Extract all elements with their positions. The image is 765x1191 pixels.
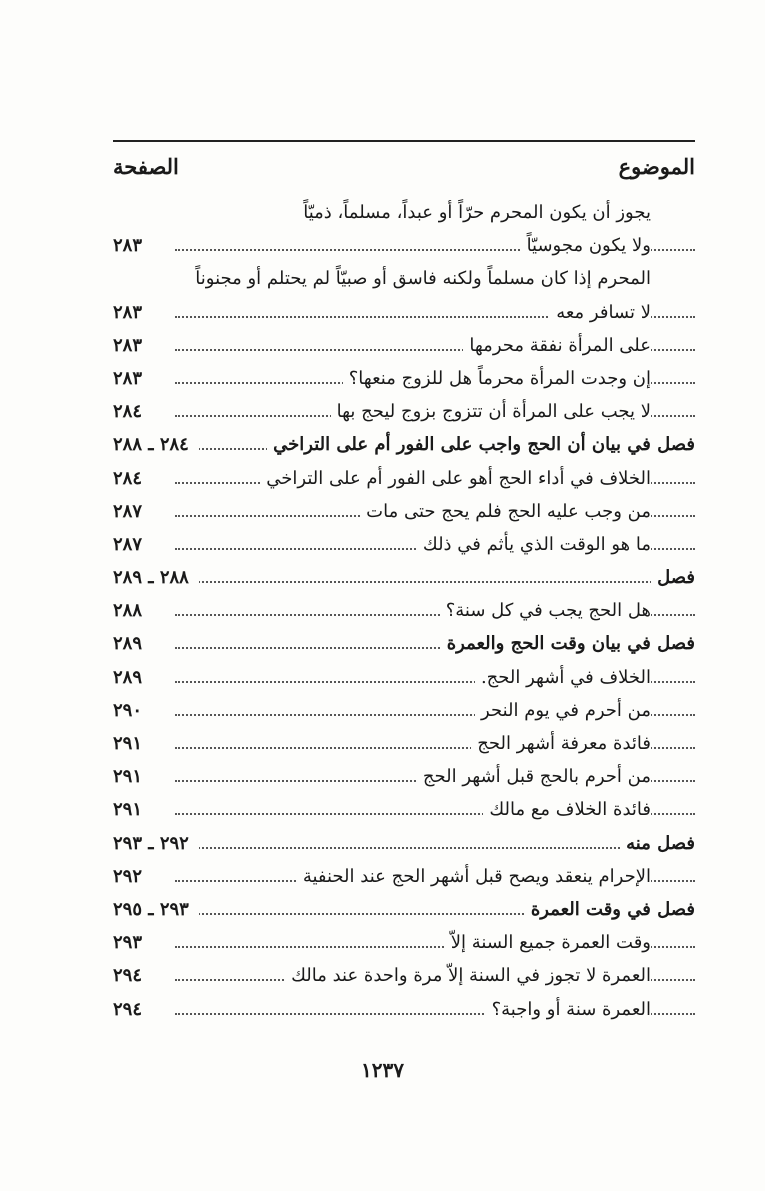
toc-entry-title: لا تسافر معه [550,302,651,323]
toc-entry-row [113,264,695,297]
toc-entry-page: ٢٨٨ ـ ٢٨٩ [113,567,199,588]
toc-entry-row [113,364,695,397]
toc-entry-title: فصل في بيان وقت الحج والعمرة [441,633,695,654]
toc-section-row [113,430,695,463]
toc-entry-page: ٢٨٤ [113,468,152,489]
toc-entry-title: على المرأة نفقة محرمها [463,335,651,356]
toc-entry-title: من وجب عليه الحج فلم يحج حتى مات [360,501,651,522]
toc-entry-title: فصل منه [620,833,695,854]
toc-section-row [113,829,695,862]
toc-entry-title: فائدة معرفة أشهر الحج [471,733,651,754]
page-column-label: الصفحة [113,154,179,179]
toc-entry-title: من أحرم بالحج قبل أشهر الحج [417,766,651,787]
toc-entry-page: ٢٩٢ [113,866,152,887]
toc-entry-page: ٢٨٤ ـ ٢٨٨ [113,434,199,455]
toc-entry-page: ٢٨٨ [113,600,152,621]
toc-entry-page: ٢٩٤ [113,999,152,1020]
toc-entry-title: وقت العمرة جميع السنة إلاّ [445,932,651,953]
toc-entry-row [113,928,695,961]
toc-entry-page: ٢٩٣ [113,932,152,953]
toc-entry-row [113,762,695,795]
table-header [113,150,695,190]
toc-entry-page: ٢٩٤ [113,965,152,986]
toc-section-row [113,629,695,662]
toc-entry-page: ٢٨٣ [113,302,152,323]
toc-entry-page: ٢٩٢ ـ ٢٩٣ [113,833,199,854]
toc-entry-title: العمرة سنة أو واجبة؟ [486,999,651,1020]
toc-entry-title: الإحرام ينعقد ويصح قبل أشهر الحج عند الحنفية [297,866,651,887]
toc-entry-title: فصل في وقت العمرة [525,899,695,920]
topic-column-label: الموضوع [618,154,695,179]
page-number: ١٢٣٧ [361,1058,404,1082]
dot-leader [175,581,695,583]
toc-entry-row [113,596,695,629]
toc-entry-title: فائدة الخلاف مع مالك [483,799,651,820]
toc-entry-row [113,464,695,497]
toc-entry-title: ولا يكون مجوسيّاً [521,235,651,256]
toc-entry-row [113,663,695,696]
header-rule [113,140,695,142]
toc-entry-title: هل الحج يجب في كل سنة؟ [440,600,651,621]
toc-entry-row [113,696,695,729]
dot-leader [175,847,695,849]
toc-entry-page: ٢٨٣ [113,235,152,256]
toc-entry-row [113,198,695,231]
toc-entry-title: من أحرم في يوم النحر [475,700,651,721]
toc-entry-page: ٢٩٠ [113,700,152,721]
toc-entry-page: ٢٨٧ [113,501,152,522]
toc-entry-row [113,530,695,563]
toc-entry-row [113,331,695,364]
toc-entry-title: يجوز أن يكون المحرم حرّاً أو عبداً، مسلماً، ذميّاً [297,202,651,223]
toc-entry-title: المحرم إذا كان مسلماً ولكنه فاسق أو صبيّاً لم يحتلم أو مجنوناً [189,268,651,289]
toc-entry-row [113,729,695,762]
toc-entry-title: فصل في بيان أن الحج واجب على الفور أم على التراخي [267,434,695,455]
toc-entry-row [113,961,695,994]
toc-entry-page: ٢٩١ [113,733,152,754]
toc-entry-row [113,995,695,1028]
toc-section-row [113,563,695,596]
toc-entry-page: ٢٩١ [113,799,152,820]
toc-entry-page: ٢٩١ [113,766,152,787]
toc-entry-title: ما هو الوقت الذي يأثم في ذلك [417,534,651,555]
toc-entry-title: فصل [651,567,695,588]
toc-entry-title: العمرة لا تجوز في السنة إلاّ مرة واحدة عند مالك [285,965,651,986]
toc-entry-title: إن وجدت المرأة محرماً هل للزوج منعها؟ [343,368,651,389]
toc-entry-page: ٢٨٧ [113,534,152,555]
toc-entry-row [113,497,695,530]
toc-entry-page: ٢٨٩ [113,667,152,688]
toc-entry-page: ٢٩٣ ـ ٢٩٥ [113,899,199,920]
toc-entry-title: الخلاف في أداء الحج أهو على الفور أم على التراخي [260,468,651,489]
toc-entry-row [113,397,695,430]
toc-entry-row [113,298,695,331]
toc-entry-row [113,795,695,828]
toc-entry-page: ٢٨٣ [113,335,152,356]
toc-entry-row [113,862,695,895]
toc-entry-page: ٢٨٤ [113,401,152,422]
toc-entry-page: ٢٨٩ [113,633,152,654]
toc-entry-row [113,231,695,264]
table-of-contents [113,198,695,1028]
toc-entry-page: ٢٨٣ [113,368,152,389]
toc-entry-title: الخلاف في أشهر الحج. [475,667,651,688]
toc-entry-title: لا يجب على المرأة أن تتزوج بزوج ليحج بها [331,401,651,422]
toc-section-row [113,895,695,928]
